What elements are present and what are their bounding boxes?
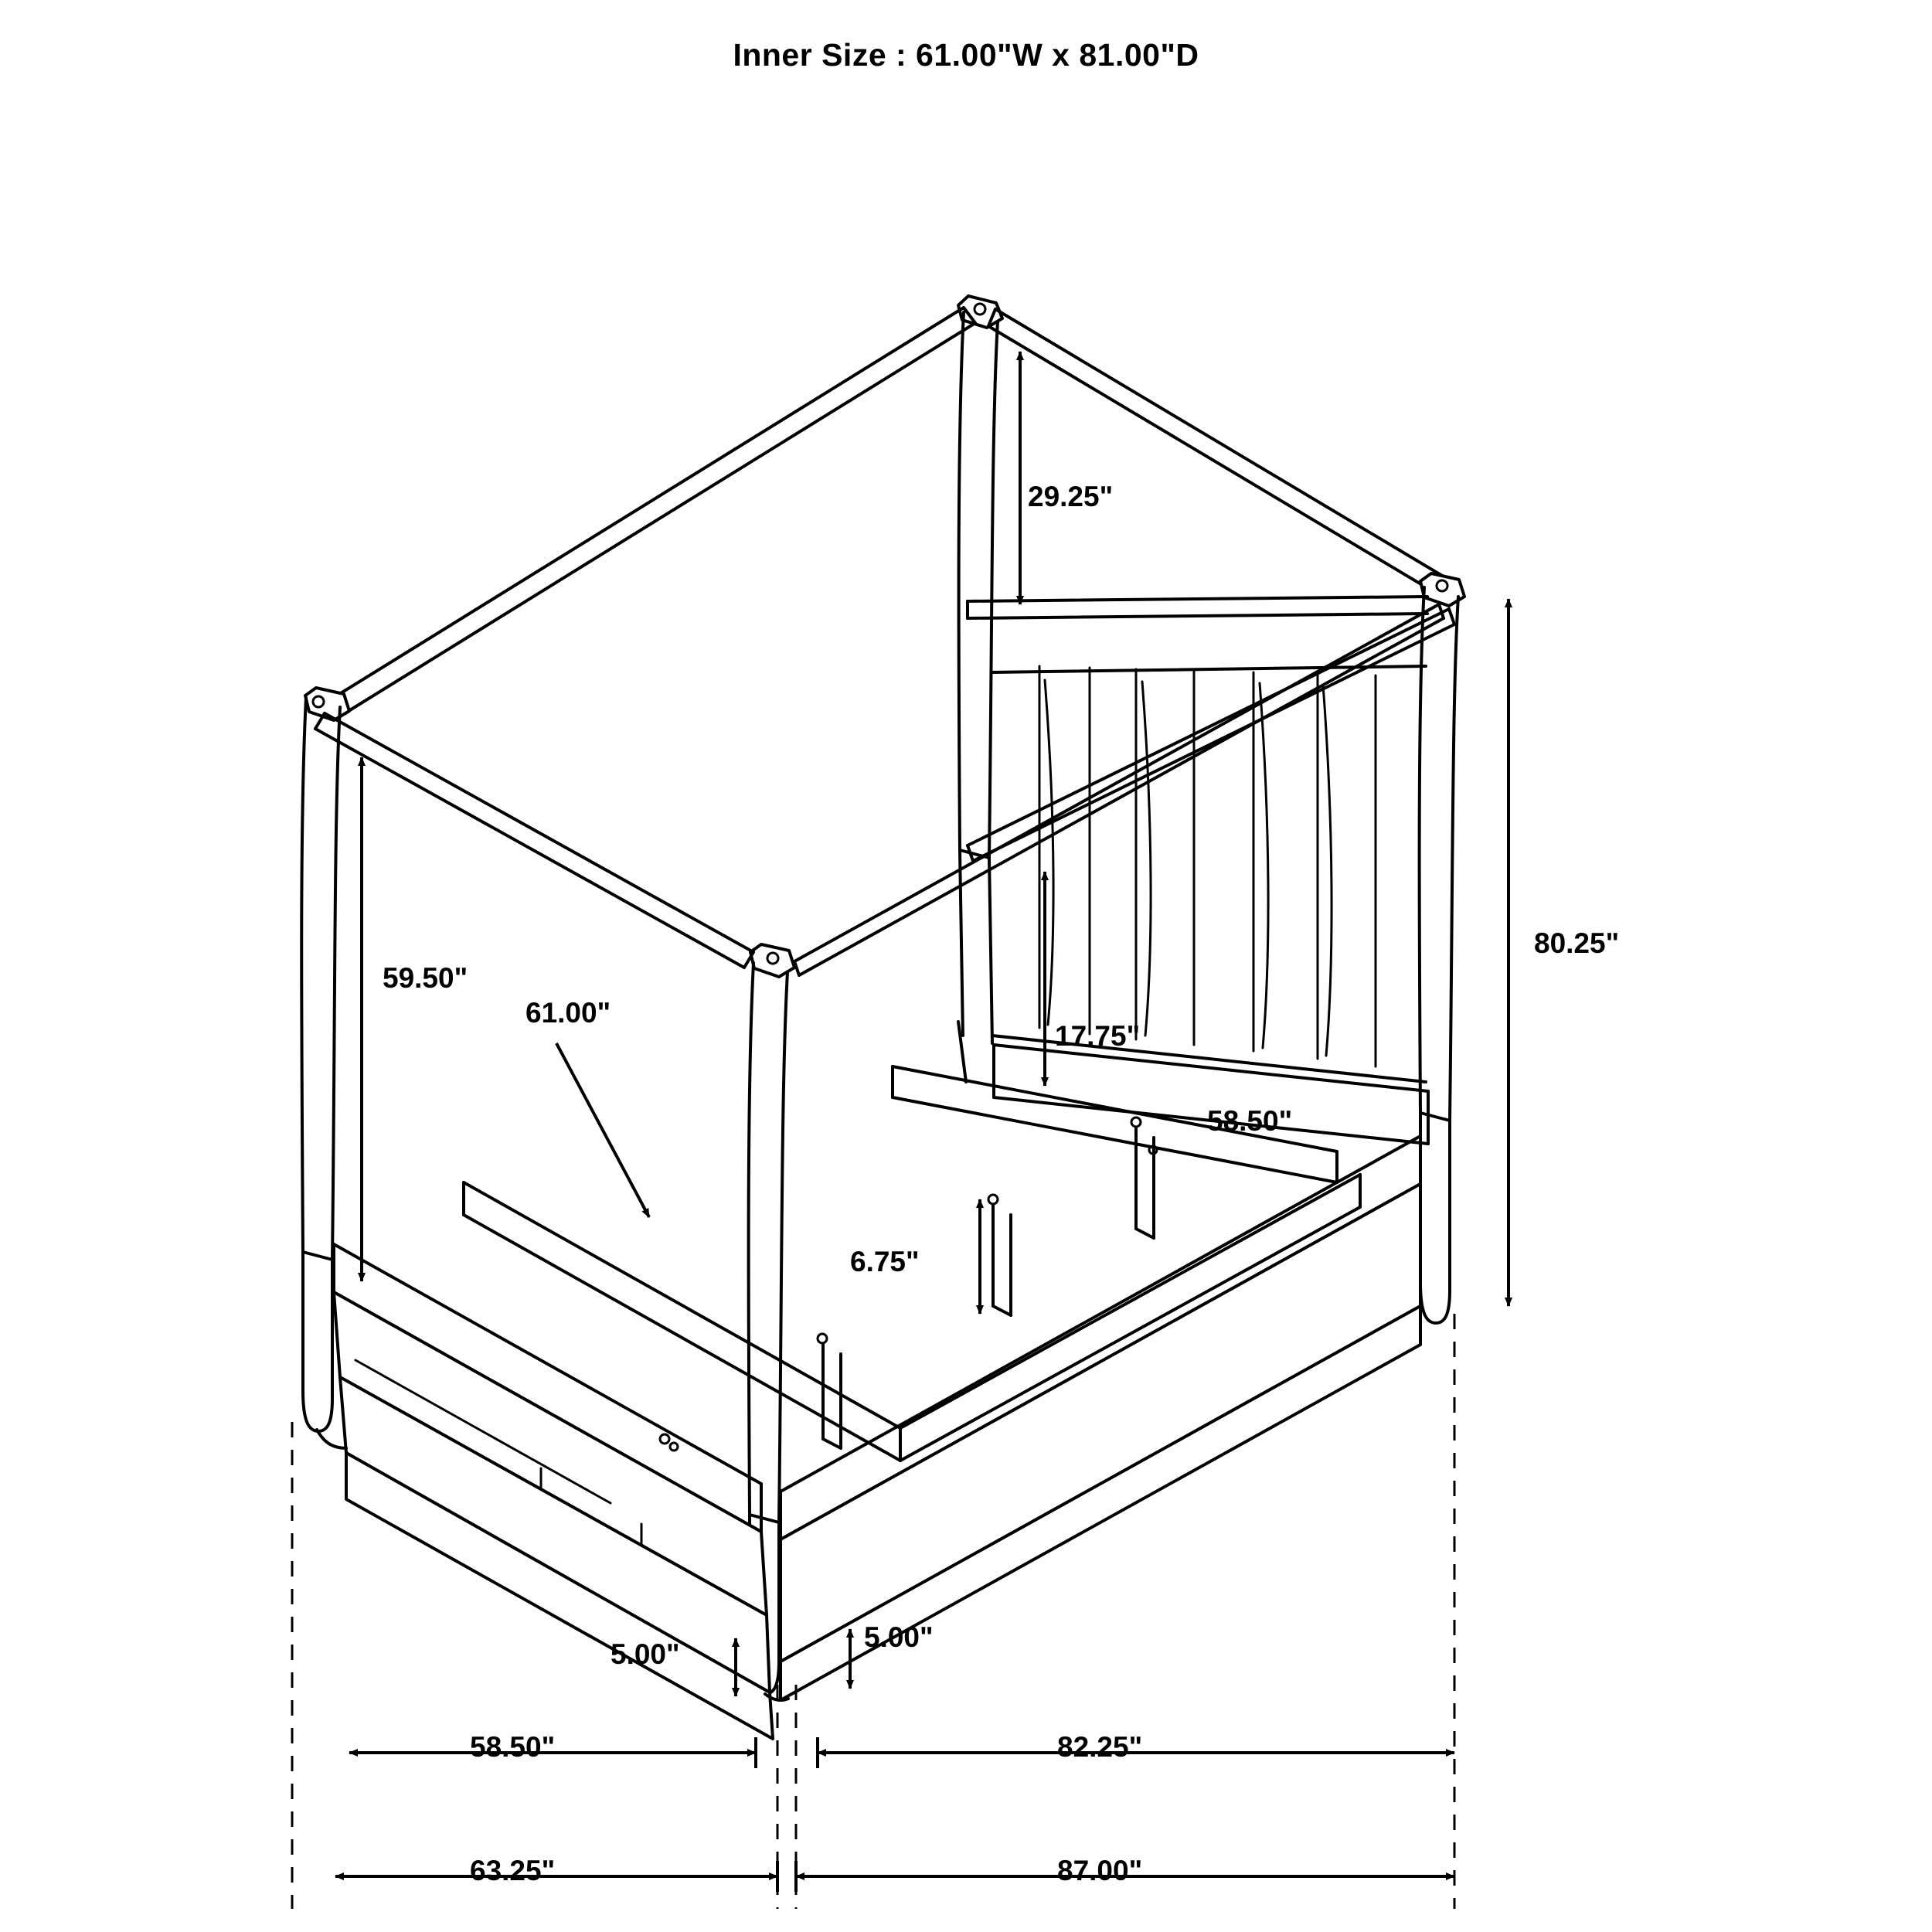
dimension-label-80-25: 80.25": [1534, 927, 1620, 959]
bed-geometry: [301, 296, 1464, 1739]
dimension-label-58-50-headboard: 58.50": [1207, 1105, 1293, 1137]
dimension-label-29-25: 29.25": [1028, 481, 1114, 512]
dimension-label-87-00: 87.00": [1057, 1855, 1143, 1886]
dimension-label-61-00: 61.00": [526, 997, 611, 1029]
page-title: Inner Size : 61.00"W x 81.00"D: [733, 37, 1199, 73]
dimension-label-5-00-left: 5.00": [611, 1638, 680, 1670]
dimension-label-82-25: 82.25": [1057, 1731, 1143, 1763]
dimension-label-17-75: 17.75": [1055, 1020, 1141, 1052]
dimension-label-6-75: 6.75": [850, 1246, 920, 1277]
dimension-label-63-25: 63.25": [470, 1855, 556, 1886]
dimension-lines: [335, 352, 1509, 1892]
dimension-label-59-50: 59.50": [383, 962, 468, 994]
dimension-label-5-00-right: 5.00": [864, 1621, 934, 1653]
dimension-label-58-50-footprint: 58.50": [470, 1731, 556, 1763]
